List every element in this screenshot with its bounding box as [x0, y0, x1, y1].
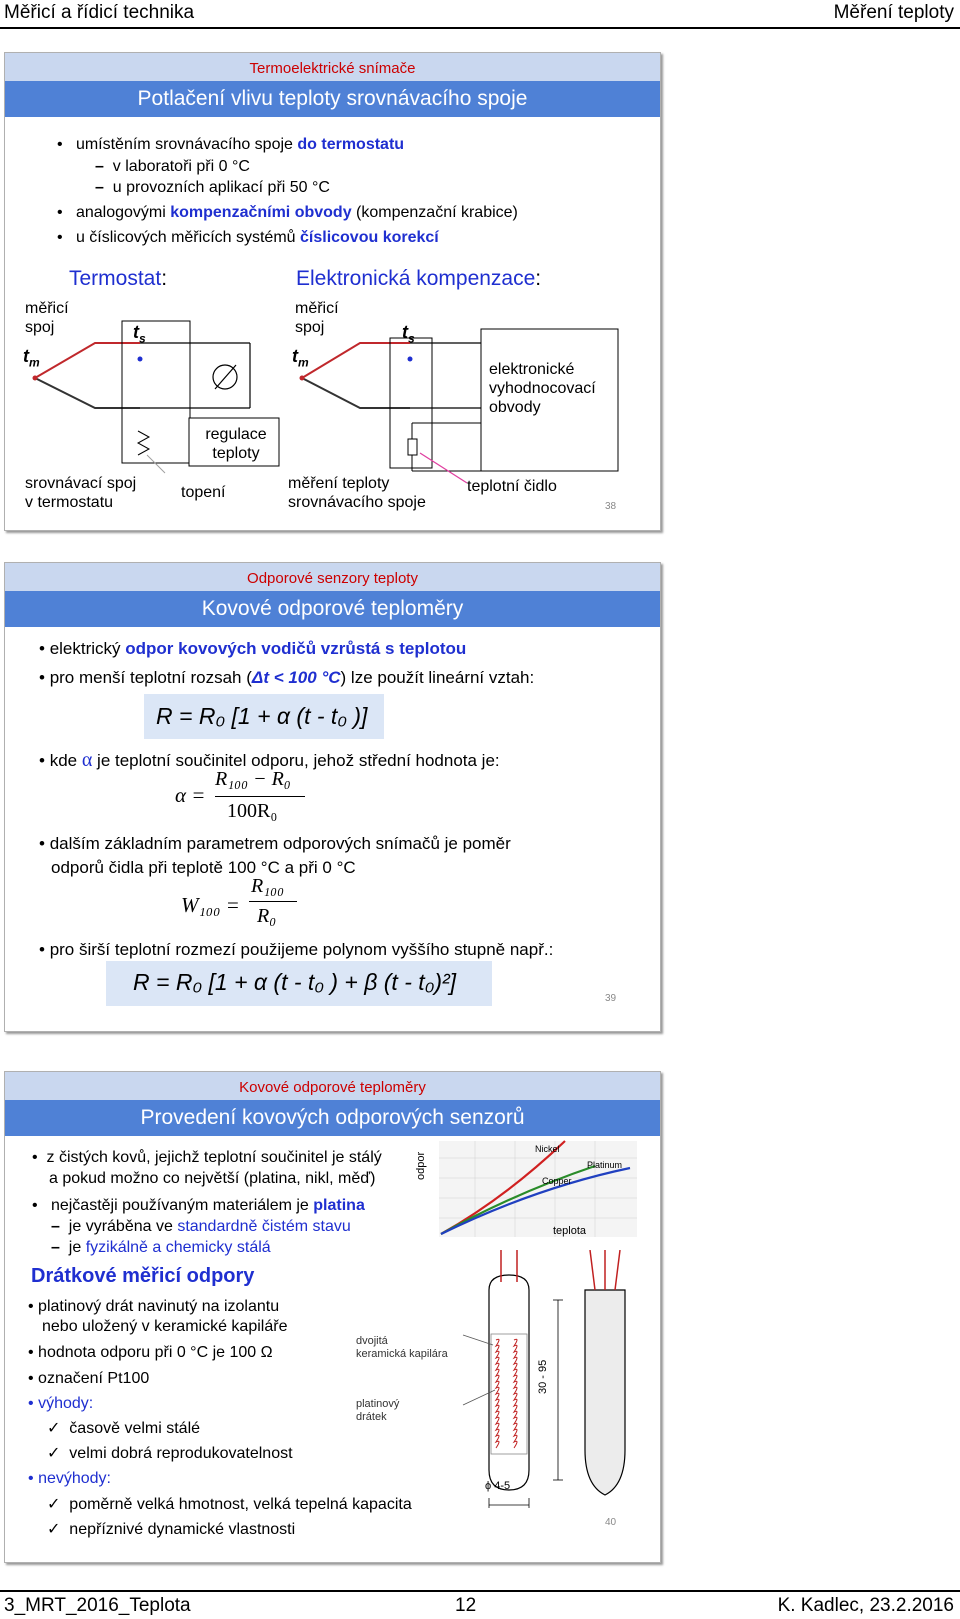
vyhoda-2: ✓ velmi dobrá reprodukovatelnost	[47, 1445, 293, 1462]
bullet-4: • dalším základním parametrem odporových snímačů je poměr	[39, 834, 511, 853]
slide-number: 38	[605, 501, 617, 512]
bullet-3: • u číslicových měřicích systémů číslicovou korekcí	[57, 229, 439, 246]
bullet-5: • pro širší teplotní rozmezí použijeme polynom vyššího stupně např.:	[39, 940, 554, 959]
slide-40	[4, 1071, 661, 1563]
sub-bullet-2: – u provozních aplikací při 50 °C	[95, 179, 330, 196]
bullet-3: • platinový drát navinutý na izolantu	[28, 1298, 280, 1315]
slide-title: Provedení kovových odporových senzorů	[5, 1100, 660, 1136]
graph-platinum-label: Platinum	[587, 1160, 623, 1170]
bullet-2: • nejčastěji používaným materiálem je platina	[32, 1197, 365, 1214]
teplotni-cidlo-label: teplotní čidlo	[467, 478, 557, 495]
resistance-graph	[425, 1138, 640, 1248]
bullet-5: • označení Pt100	[28, 1370, 150, 1387]
merici-spoj-label: měřicí spoj	[25, 300, 69, 336]
bullet-3-cont: nebo uložený v keramické kapiláře	[42, 1318, 288, 1335]
bullet-1: • umístěním srovnávacího spoje do termostatu	[57, 136, 405, 153]
graph-xlabel: teplota	[553, 1225, 587, 1237]
footer-left: 3_MRT_2016_Teplota	[4, 1595, 191, 1616]
bullet-1: • z čistých kovů, jejichž teplotní součinitel je stálý	[32, 1149, 382, 1166]
ts-label: $t_s$	[133, 322, 146, 346]
merici-spoj-label-2: měřicí spoj	[295, 300, 339, 336]
mereni-label: měření teploty srovnávacího spoje	[288, 475, 426, 511]
alpha-eq-lhs: α =	[175, 783, 206, 807]
alpha-eq-numerator: R₁₀₀ − R₀	[215, 768, 291, 790]
slide-39	[4, 562, 661, 1032]
graph-ylabel: odpor	[415, 1151, 427, 1180]
page-header-left: Měřicí a řídicí technika	[4, 2, 195, 23]
bullet-nevyhody: • nevýhody:	[28, 1470, 111, 1487]
elektronicke-label: elektronické vyhodnocovací obvody	[489, 361, 596, 416]
bullet-1: • elektrický odpor kovových vodičů vzrůstá s teplotou	[39, 639, 467, 658]
footer-page-number: 12	[455, 1595, 477, 1616]
w-eq-denominator: R₀	[257, 905, 277, 927]
bullet-2: • analogovými kompenzačními obvody (kompenzační krabice)	[57, 204, 518, 221]
bullet-1-cont: a pokud možno co největší (platina, nikl, měď)	[49, 1170, 376, 1187]
w-eq-numerator: R₁₀₀	[251, 875, 285, 897]
vyhoda-1: ✓ časově velmi stálé	[47, 1420, 201, 1437]
slide-number: 39	[605, 993, 617, 1004]
sub-bullet-1: – v laboratoři při 0 °C	[95, 158, 250, 175]
page-header-right: Měření teploty	[833, 2, 954, 23]
ts-label-2: $t_s$	[402, 322, 415, 346]
diameter-dimension: ϕ 4-5	[485, 1480, 511, 1492]
w-fraction-bar	[249, 901, 297, 902]
elektronicka-heading: Elektronická kompenzace:	[296, 267, 542, 290]
regulace-label: regulace teploty	[205, 426, 267, 462]
nevyhoda-1: ✓ poměrně velká hmotnost, velká tepelná kapacita	[47, 1496, 412, 1513]
equation-linear: R = R₀ [1 + α (t - t₀ )]	[144, 694, 384, 739]
bullet-4-cont: odporů čidla při teplotě 100 °C a při 0 °C	[51, 858, 356, 877]
sub-bullet-1: – je vyráběna ve standardně čistém stavu	[51, 1218, 351, 1235]
equation-polynomial: R = R₀ [1 + α (t - t₀ ) + β (t - t₀)²]	[106, 961, 492, 1006]
footer-right: K. Kadlec, 23.2.2016	[777, 1595, 954, 1616]
platinovy-dratek-label: platinový drátek	[356, 1398, 400, 1423]
graph-copper-label: Copper	[542, 1176, 572, 1186]
slide-title: Kovové odporové teploměry	[5, 591, 660, 627]
termostat-heading: Termostat:	[69, 267, 168, 290]
tm-label: $t_m$	[23, 346, 40, 370]
slide-category: Kovové odporové teploměry	[5, 1072, 660, 1100]
header-rule	[0, 27, 960, 29]
bullet-3: • kde α je teplotní součinitel odporu, jehož střední hodnota je:	[39, 749, 500, 771]
slide-category: Odporové senzory teploty	[5, 563, 660, 591]
dvojita-kapilara-label: dvojitá keramická kapilára	[356, 1335, 448, 1360]
thermocouple-diagram	[5, 53, 660, 530]
slide-title: Potlačení vlivu teploty srovnávacího spoje	[5, 81, 660, 117]
bullet-2: • pro menší teplotní rozsah (Δt < 100 °C) lze použít lineární vztah:	[39, 668, 535, 687]
alpha-fraction-bar	[215, 796, 305, 797]
bullet-4: • hodnota odporu při 0 °C je 100 Ω	[28, 1344, 273, 1361]
nevyhoda-2: ✓ nepříznivé dynamické vlastnosti	[47, 1521, 296, 1538]
bullet-vyhody: • výhody:	[28, 1395, 94, 1412]
footer-rule	[0, 1590, 960, 1592]
sub-bullet-2: – je fyzikálně a chemicky stálá	[51, 1239, 271, 1256]
graph-nickel-label: Nickel	[535, 1144, 560, 1154]
alpha-eq-denominator: 100R₀	[227, 800, 278, 822]
length-dimension: 30 - 95	[537, 1359, 549, 1394]
slide-38	[4, 52, 661, 531]
w-eq-lhs: W₁₀₀ =	[181, 893, 240, 917]
tm-label-2: $t_m$	[292, 346, 309, 370]
slide-number: 40	[605, 1517, 617, 1528]
slide-category: Termoelektrické snímače	[5, 53, 660, 81]
topeni-label: topení	[181, 484, 226, 501]
srovnavaci-label: srovnávací spoj v termostatu	[25, 475, 137, 511]
dratkove-heading: Drátkové měřicí odpory	[31, 1265, 255, 1287]
sensor-drawing	[425, 1250, 645, 1510]
